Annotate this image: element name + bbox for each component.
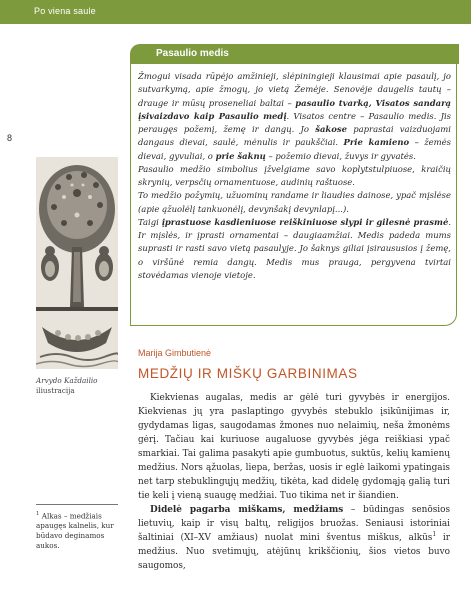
page-number: 8 xyxy=(7,133,13,143)
info-box-title: Pasaulio medis xyxy=(156,48,229,59)
text-run: Žmogui visada rūpėjo amžinieji, slėpiningieji klausimai apie pasaulį, jo sutvarkymą, apie žmogų, jo vietą Žemėje. Senovėje daugelis tautų – drauge ir mūsų proseneliai baltai – xyxy=(138,71,451,108)
footnote xyxy=(36,509,122,551)
text-run: . Ir mįslės, ir įprasti ornamentai – daugiaamžiai. Medis padeda mums suprasti ir rasti savo vietą pasaulyje. Jo šaknys giliai įsiraususios į žemę, o viršūnė remia dangų. Medis mus prauga, pergyvena tvirtai stovėdamas vienoje vietoje. xyxy=(138,216,452,280)
info-box-paragraph-3: To medžio požymių, užuominų randame ir liaudies dainose, ypač mįslėse (apie ąžuolėlį tankuonėlį, devynšakį devynlapį...). xyxy=(138,190,451,214)
caption-text: iliustracija xyxy=(36,386,75,395)
article-title: MEDŽIŲ IR MIŠKŲ GARBINIMAS xyxy=(138,366,358,381)
emphasis-text: įprastuose kasdieniuose reiškiniuose slypi ir gilesnė prasmė xyxy=(161,216,449,227)
emphasis-text: Prie kamieno xyxy=(343,137,410,148)
article-paragraph-2 xyxy=(138,503,450,573)
emphasis-text: Didelė pagarba miškams, medžiams xyxy=(150,505,344,515)
info-box-paragraph-2: Pasaulio medžio simbolius įžvelgiame savo koplytstulpiuose, kraičių skrynių, verpsčių ornamentuose, audinių raštuose. xyxy=(138,163,451,187)
footnote-marker: 1 xyxy=(36,511,40,517)
footnote-reference[interactable]: 1 xyxy=(432,531,437,539)
emphasis-text: prie šaknų xyxy=(215,150,266,161)
text-run: – žemės dievai, gyvuliai, o xyxy=(138,137,451,161)
article-body xyxy=(138,391,450,573)
text-run: paprastai vaizduojami dangaus dievai, saulė, mėnulis ir paukščiai. xyxy=(138,124,451,148)
text-run: – požemio dievai, žuvys ir gyvatės. xyxy=(265,150,416,161)
emphasis-text: šakose xyxy=(315,124,348,134)
article-paragraph-1: Kiekvienas augalas, medis ar gėlė turi gyvybės ir energijos. Kiekvienas jų yra paslaptingo gyvybės stebuklo įsikūnijimas ir, gydydamas ligas, saugodamas žmones nuo nelaimių, neša žmonėms gėrį. Tačiau kai kuriuose augaluose gyvybės jėga reiškiasi ypač smarkiai. Tai galima pasakyti apie gumbuotus, suktūs, kelių kamienų medžius. Nors ąžuolas, liepa, beržas, uosis ir eglė laikomi ypatingais net tarp stebuklingųjų medžių, tikėta, kad didelę gydomąją galią turi tie keli į vieną suaugę medžiai. Tuo tikima net ir šiandien. xyxy=(138,393,450,501)
world-tree-illustration xyxy=(36,157,118,369)
article-author: Marija Gimbutienė xyxy=(138,348,212,358)
text-run: – būdingas senōsios lietuvių, kaip ir visų baltų, religijos bruožas. Seniausi istoriniai šaltiniai (XI–XV amžiaus) nuolat mini šventus miškus, alkūs xyxy=(138,505,450,543)
text-run: ir medžius. Nuo svetimųjų, atėjūnų krikščionių, šios vietos buvo saugomos, xyxy=(138,533,450,571)
info-box-paragraph-1 xyxy=(138,70,451,163)
emphasis-text: pasaulio tvarką, Visatos sandarą įsivaizdavo kaip Pasaulio medį xyxy=(138,97,451,121)
caption-author: Arvydo Každailio xyxy=(36,376,98,385)
illustration-caption xyxy=(36,376,126,396)
text-run: Taigi xyxy=(138,216,162,227)
running-header-title: Po viena saule xyxy=(34,6,96,16)
text-run: . Visatos centre – Pasaulio medis. Jis peraugęs požemį, žemę ir dangų. Jo xyxy=(138,110,452,134)
info-box-paragraph-4 xyxy=(138,216,451,282)
info-box-text xyxy=(138,70,451,282)
footnote-divider xyxy=(36,504,118,505)
footnote-text: Alkas – medžiais apaugęs kalnelis, kur būdavo deginamos aukos. xyxy=(36,511,114,551)
